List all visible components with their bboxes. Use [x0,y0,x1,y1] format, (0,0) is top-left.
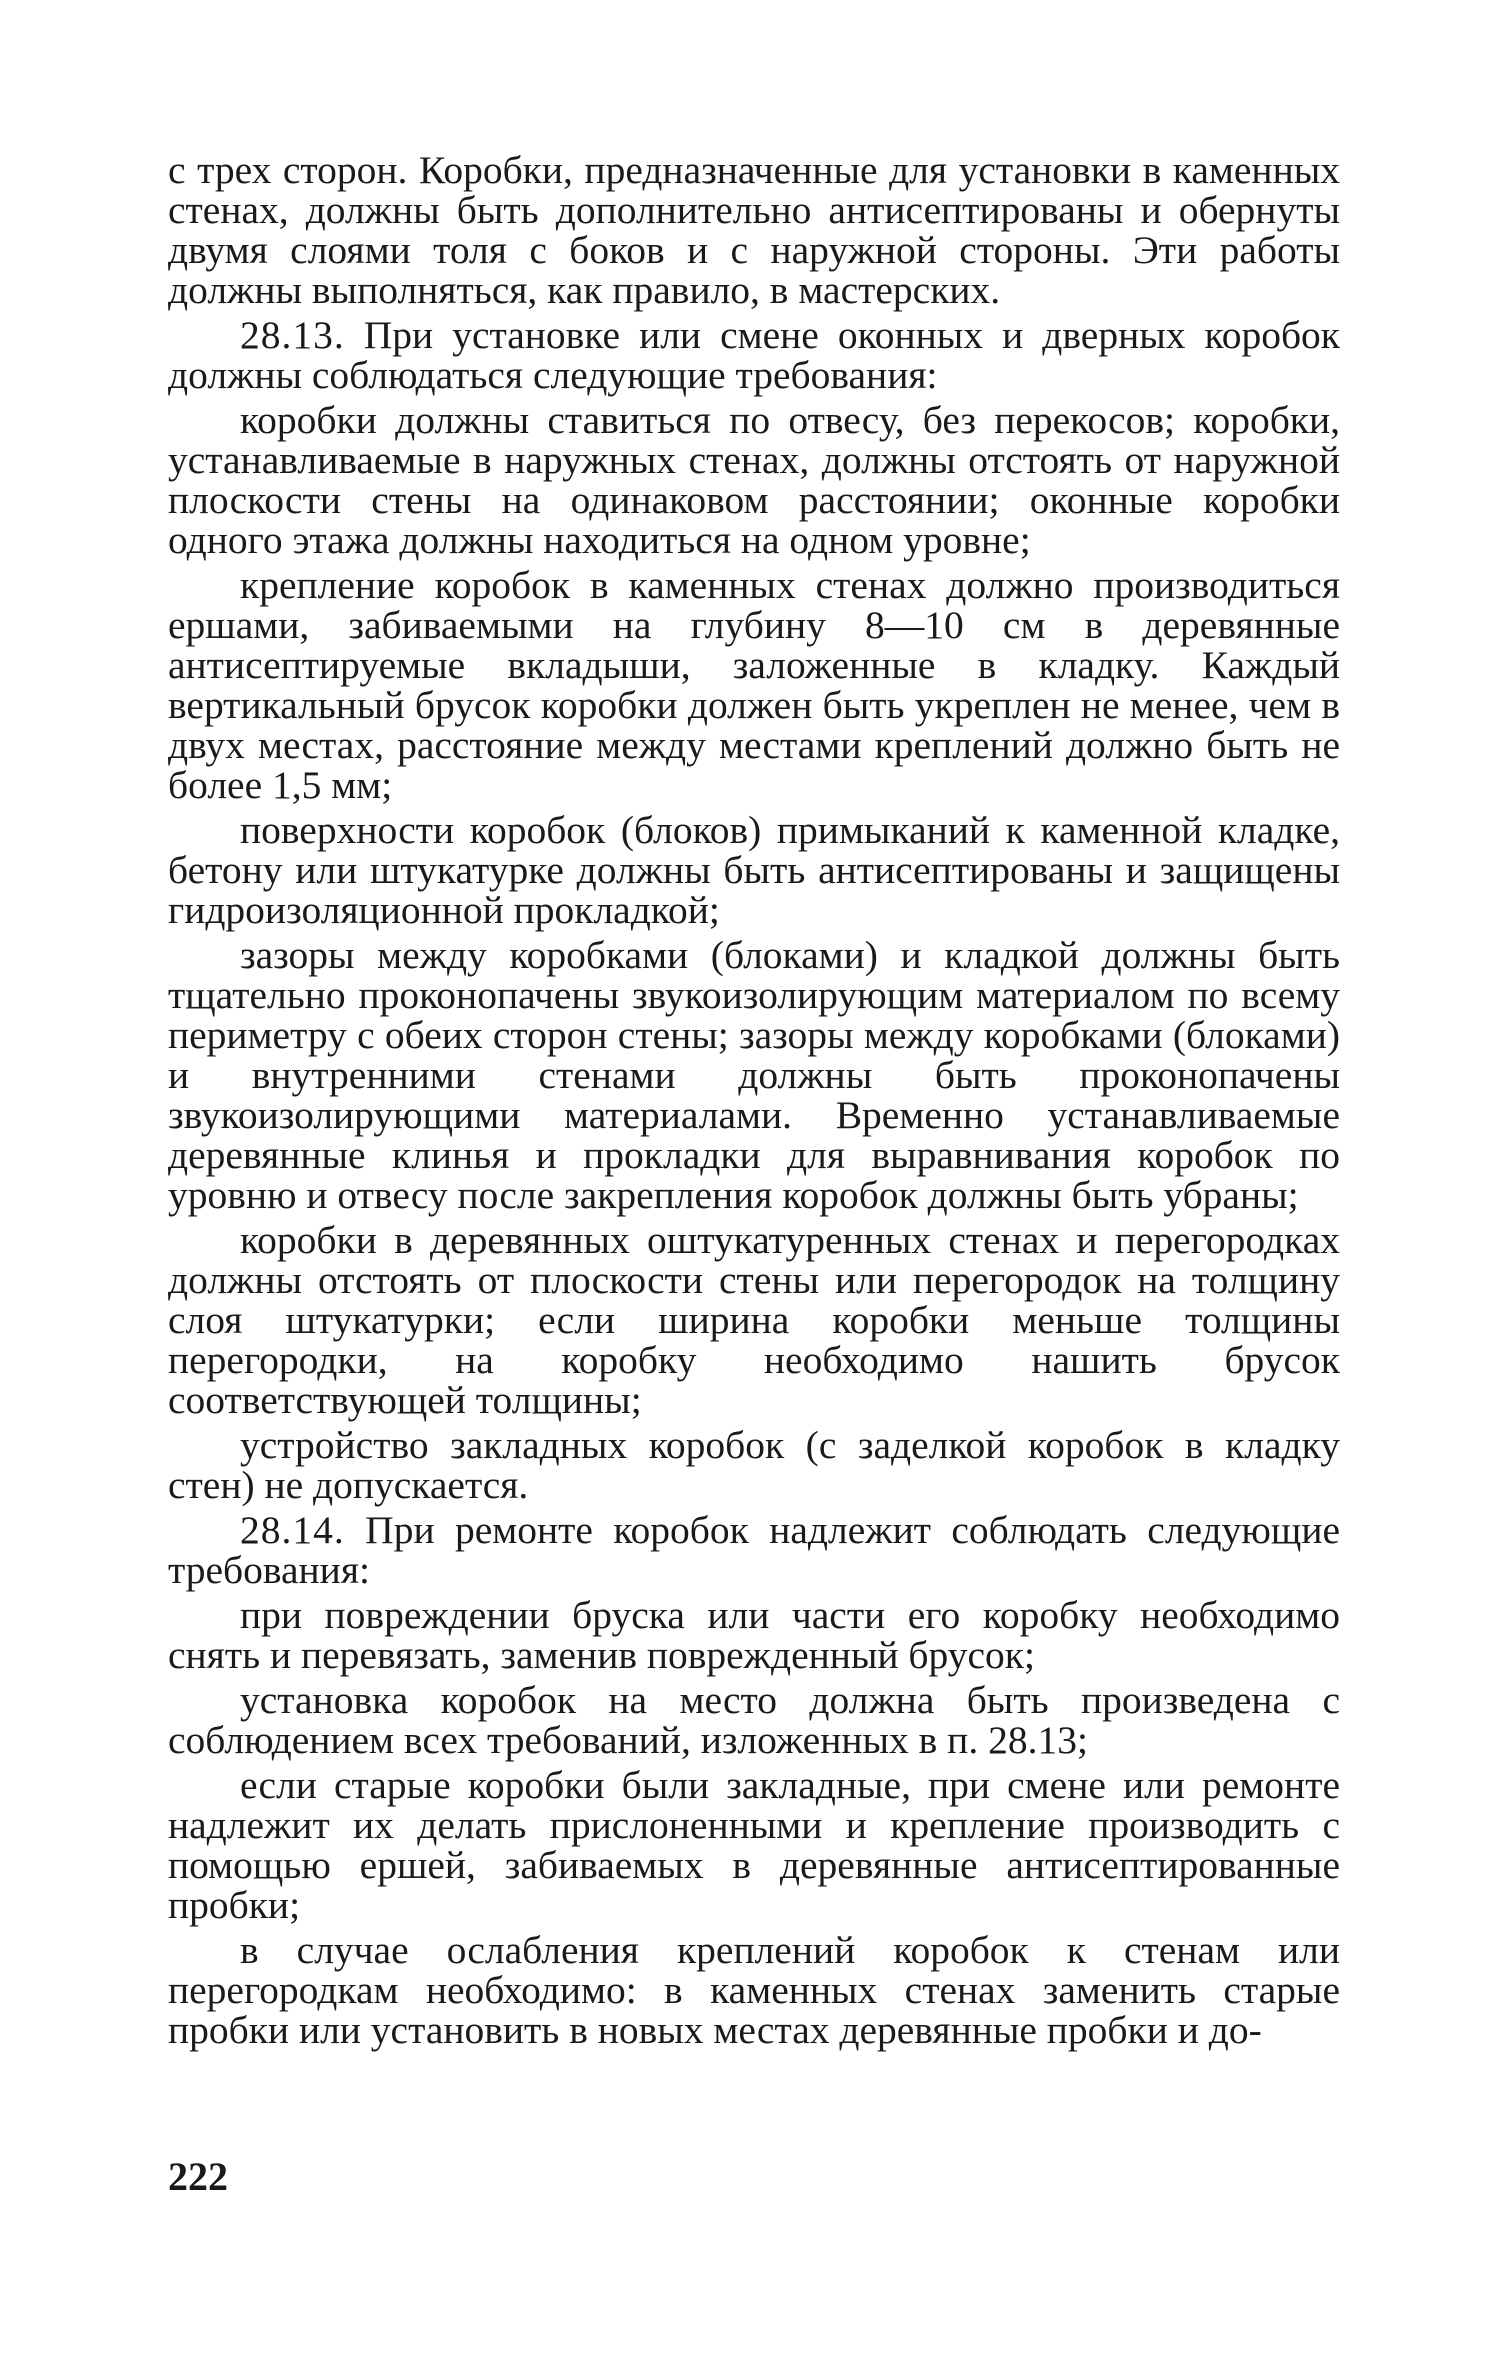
requirement-item [168,400,1340,560]
requirement-item [168,565,1340,805]
requirement-item [168,1220,1340,1420]
requirement-item [168,1680,1340,1760]
requirement-item [168,1765,1340,1925]
requirement-item [168,1595,1340,1675]
paragraph-text: крепление коробок в каменных стенах должно производиться ершами, забиваемыми на глубину 8—10 см в деревянные антисептируемые вкладыши, заложенные в кладку. Каждый вертикальный брусок коробки должен быть укреплен не менее, чем в двух местах, расстояние между местами креплений должно быть не более 1,5 мм; [168,563,1340,807]
paragraph-text: устройство закладных коробок (с заделкой коробок в кладку стен) не допускается. [168,1423,1340,1507]
paragraph-28-13 [168,315,1340,395]
clause-number: 28.14. [240,1508,345,1552]
paragraph-text: коробки должны ставиться по отвесу, без перекосов; коробки, устанавливаемые в наружных стенах, должны отстоять от наружной плоскости стены на одинаковом расстоянии; оконные коробки одного этажа должны находиться на одном уровне; [168,398,1340,562]
page-number: 222 [168,2154,228,2199]
requirement-item [168,935,1340,1215]
document-page [168,150,1340,2055]
paragraph-text: При ремонте коробок надлежит соблюдать следующие требования: [168,1508,1340,1592]
paragraph-text: коробки в деревянных оштукатуренных стенах и перегородках должны отстоять от плоскости стены или перегородок на толщину слоя штукатурки; если ширина коробки меньше толщины перегородки, на коробку необходимо нашить брусок соответствующей толщины; [168,1218,1340,1422]
paragraph-text: При установке или смене оконных и дверных коробок должны соблюдаться следующие требования: [168,313,1340,397]
requirement-item [168,1930,1340,2050]
paragraph-28-14 [168,1510,1340,1590]
requirement-item [168,1425,1340,1505]
paragraph-text: в случае ослабления креплений коробок к стенам или перегородкам необходимо: в каменных стенах заменить старые пробки или установить в новых местах деревянные пробки и до- [168,1928,1340,2052]
paragraph-text: поверхности коробок (блоков) примыканий к каменной кладке, бетону или штукатурке должны быть антисептированы и защищены гидроизоляционной прокладкой; [168,808,1340,932]
requirement-item [168,810,1340,930]
paragraph-text: при повреждении бруска или части его коробку необходимо снять и перевязать, заменив поврежденный брусок; [168,1593,1340,1677]
paragraph-text: с трех сторон. Коробки, предназначенные для установки в каменных стенах, должны быть дополнительно антисептированы и обернуты двумя слоями толя с боков и с наружной стороны. Эти работы должны выполняться, как правило, в мастерских. [168,148,1340,312]
paragraph-text: если старые коробки были закладные, при смене или ремонте надлежит их делать прислоненными и крепление производить с помощью ершей, забиваемых в деревянные антисептированные пробки; [168,1763,1340,1927]
paragraph-text: установка коробок на место должна быть произведена с соблюдением всех требований, изложенных в п. 28.13; [168,1678,1340,1762]
paragraph-continuation [168,150,1340,310]
clause-number: 28.13. [240,313,345,357]
paragraph-text: зазоры между коробками (блоками) и кладкой должны быть тщательно проконопачены звукоизолирующим материалом по всему периметру с обеих сторон стены; зазоры между коробками (блоками) и внутренними стенами должны быть проконопачены звукоизолирующими материалами. Временно устанавливаемые деревянные клинья и прокладки для выравнивания коробок по уровню и отвесу после закрепления коробок должны быть убраны; [168,933,1340,1217]
